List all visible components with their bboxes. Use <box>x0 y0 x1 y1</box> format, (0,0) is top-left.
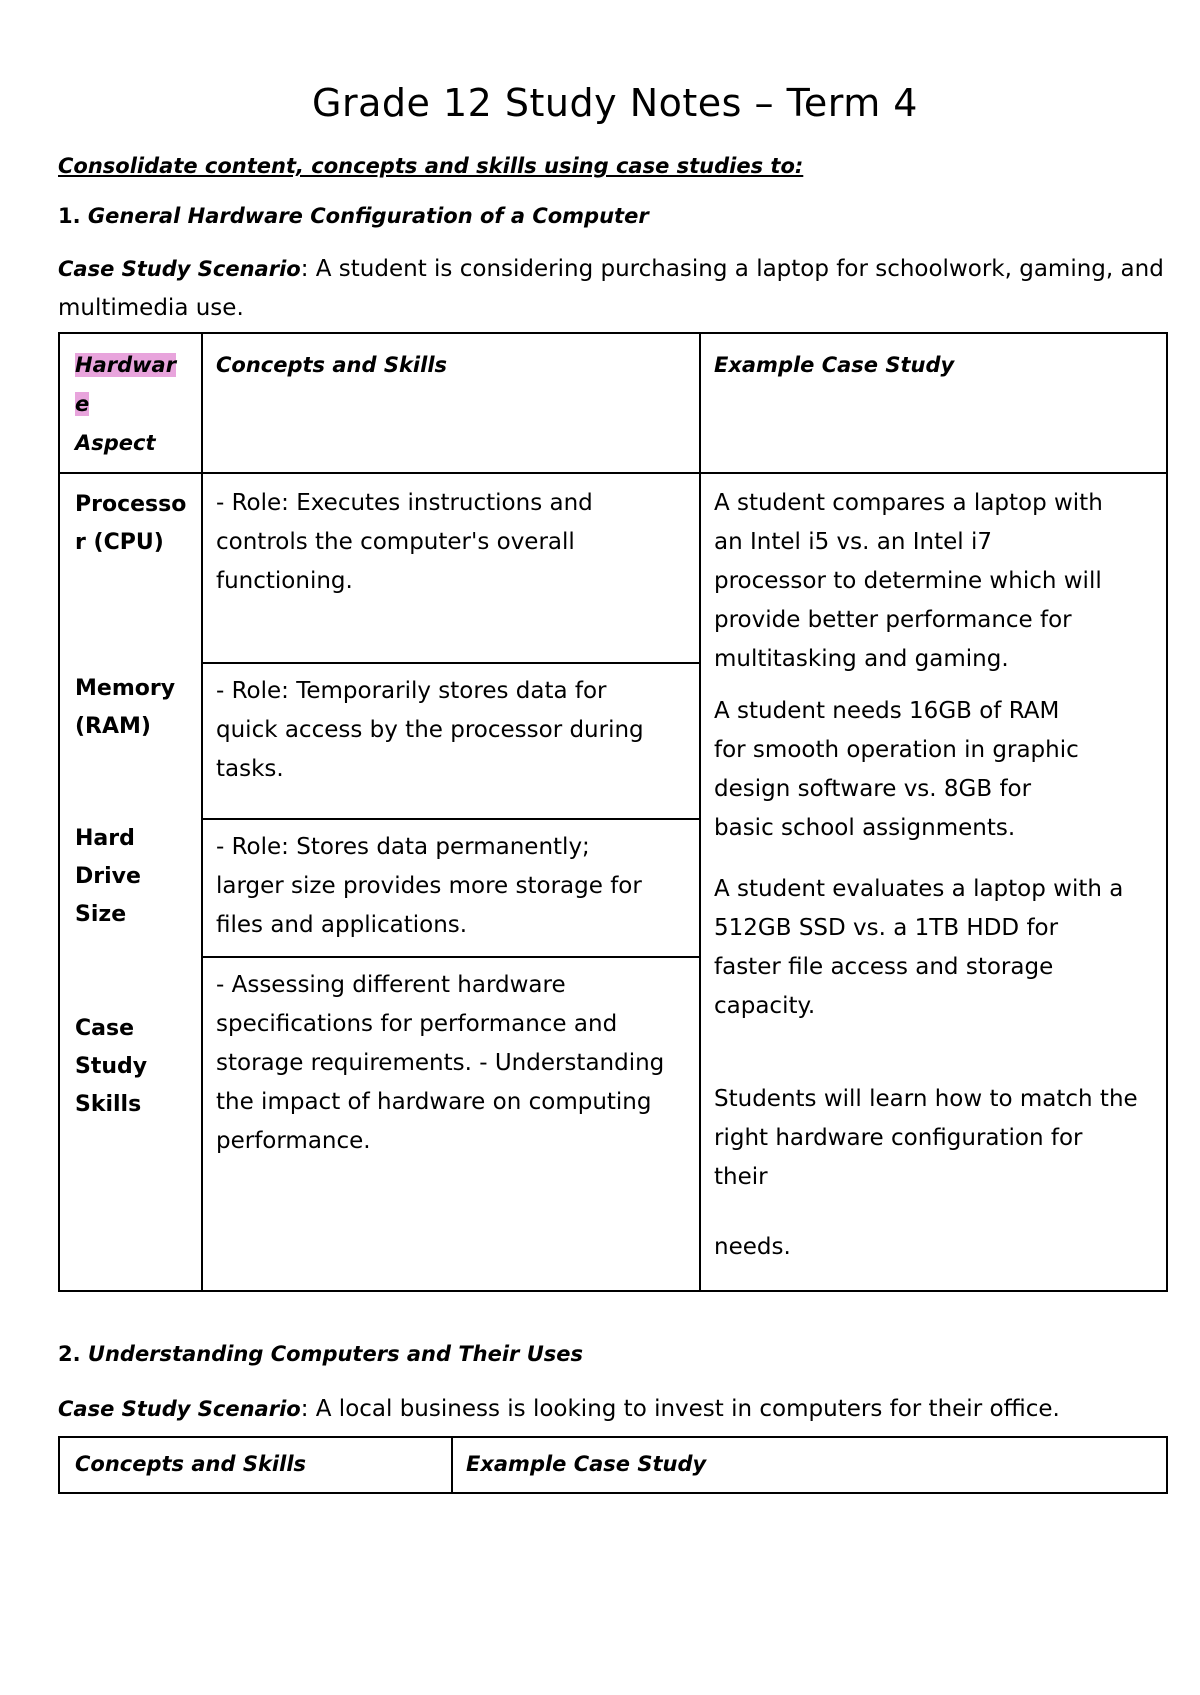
uses-table <box>58 1436 1168 1494</box>
example-cpu <box>714 484 1103 679</box>
example-ram-line: design software vs. 8GB for <box>714 776 1032 802</box>
concept-ram-line: tasks. <box>216 756 284 782</box>
concept-skills-line: performance. <box>216 1128 371 1154</box>
header-concepts-skills: Concepts and Skills <box>216 353 448 377</box>
aspect-ram-line1: Memory <box>75 676 176 701</box>
concept-hdd-line: files and applications. <box>216 912 468 938</box>
example-skills-line: Students will learn how to match the <box>714 1086 1138 1112</box>
aspect-hdd <box>75 820 141 934</box>
example-hdd <box>714 870 1123 1026</box>
consolidate-heading: Consolidate content, concepts and skills using case studies to: <box>58 154 804 178</box>
scenario-text: : A local business is looking to invest in computers for their office. <box>300 1396 1060 1422</box>
example-cpu-line: provide better performance for <box>714 607 1072 633</box>
section-2-title: Understanding Computers and Their Uses <box>87 1342 584 1366</box>
section-1-number: 1. <box>58 204 81 228</box>
aspect-hdd-line3: Size <box>75 902 127 927</box>
concept-ram-line: - Role: Temporarily stores data for <box>216 678 607 704</box>
aspect-hdd-line2: Drive <box>75 864 141 889</box>
header-aspect-line3: Aspect <box>75 431 156 455</box>
example-ram-line: A student needs 16GB of RAM <box>714 698 1060 724</box>
concept-skills-line: - Assessing different hardware <box>216 972 566 998</box>
aspect-hdd-line1: Hard <box>75 826 135 851</box>
example-skills <box>714 1080 1138 1197</box>
aspect-ram <box>75 670 175 746</box>
header-example-case-study: Example Case Study <box>714 353 955 377</box>
concept-skills-line: specifications for performance and <box>216 1011 618 1037</box>
header-example-case-study: Example Case Study <box>466 1452 707 1476</box>
example-ram-line: for smooth operation in graphic <box>714 737 1079 763</box>
hardware-table <box>58 332 1168 1292</box>
example-cpu-line: processor to determine which will <box>714 568 1102 594</box>
concept-hdd-line: - Role: Stores data permanently; <box>216 834 590 860</box>
example-skills-tail: needs. <box>714 1234 791 1260</box>
aspect-cpu-line2: r (CPU) <box>75 530 164 555</box>
aspect-cs-line2: Study <box>75 1054 148 1079</box>
page-title: Grade 12 Study Notes – Term 4 <box>312 81 918 125</box>
example-cpu-line: multitasking and gaming. <box>714 646 1009 672</box>
section-2-scenario <box>58 1390 1168 1429</box>
example-hdd-line: faster file access and storage <box>714 954 1054 980</box>
scenario-label: Case Study Scenario <box>58 257 301 281</box>
header-aspect-line2: e <box>75 392 90 416</box>
section-2-heading <box>58 1342 583 1366</box>
header-hardware-aspect <box>75 346 176 463</box>
concept-hdd-line: larger size provides more storage for <box>216 873 642 899</box>
scenario-label: Case Study Scenario <box>58 1397 301 1421</box>
concept-cpu-line: - Role: Executes instructions and <box>216 490 593 516</box>
concept-skills <box>216 966 664 1161</box>
example-skills-line: right hardware configuration for <box>714 1125 1083 1151</box>
concept-hdd <box>216 828 642 945</box>
example-hdd-line: capacity. <box>714 993 816 1019</box>
example-ram-line: basic school assignments. <box>714 815 1016 841</box>
section-2-number: 2. <box>58 1342 81 1366</box>
concept-ram-line: quick access by the processor during <box>216 717 644 743</box>
example-ram <box>714 692 1079 848</box>
concept-skills-line: the impact of hardware on computing <box>216 1089 652 1115</box>
concept-cpu-line: controls the computer's overall <box>216 529 575 555</box>
concept-cpu <box>216 484 593 601</box>
aspect-cpu-line1: Processo <box>75 492 187 517</box>
aspect-cpu <box>75 486 186 562</box>
example-hdd-line: 512GB SSD vs. a 1TB HDD for <box>714 915 1059 941</box>
section-1-scenario <box>58 250 1168 328</box>
aspect-cs-line3: Skills <box>75 1092 142 1117</box>
scenario-text: : A student is considering purchasing a laptop for schoolwork, gaming, and multimedia use. <box>58 256 1164 321</box>
aspect-case-study-skills <box>75 1010 147 1124</box>
header-concepts-skills: Concepts and Skills <box>75 1452 307 1476</box>
aspect-ram-line2: (RAM) <box>75 714 151 739</box>
example-cpu-line: A student compares a laptop with <box>714 490 1103 516</box>
section-1-heading <box>58 204 649 228</box>
concept-ram <box>216 672 644 789</box>
section-1-title: General Hardware Configuration of a Computer <box>87 204 649 228</box>
example-hdd-line: A student evaluates a laptop with a <box>714 876 1124 902</box>
header-aspect-line1: Hardwar <box>75 353 177 377</box>
example-cpu-line: an Intel i5 vs. an Intel i7 <box>714 529 992 555</box>
concept-cpu-line: functioning. <box>216 568 353 594</box>
concept-skills-line: storage requirements. - Understanding <box>216 1050 665 1076</box>
example-skills-line: their <box>714 1164 768 1190</box>
aspect-cs-line1: Case <box>75 1016 135 1041</box>
